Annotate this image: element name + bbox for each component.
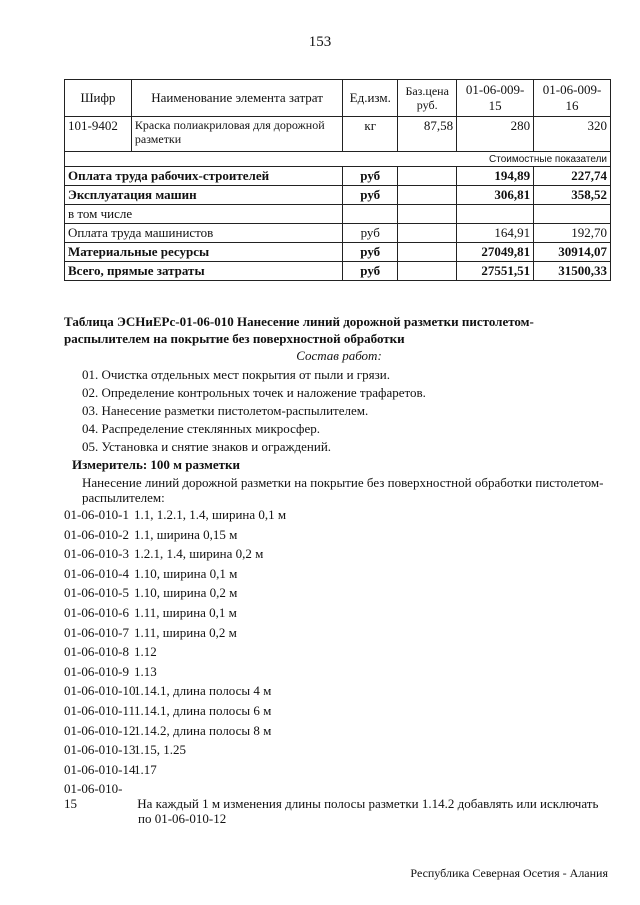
codes-list [64, 505, 614, 826]
row-unit: руб [343, 243, 398, 262]
table-header-row [65, 80, 611, 117]
item-code: 01-06-010-9 [64, 663, 129, 679]
item-code: 01-06-010-14 [64, 761, 136, 777]
work-item: 01. Очистка отдельных мест покрытия от пыли и грязи. [82, 367, 390, 382]
item-code: 01-06-010-7 [64, 624, 129, 640]
item-text: 1.1, 1.2.1, 1.4, ширина 0,1 м [134, 507, 287, 522]
list-item [64, 603, 614, 623]
header-name: Наименование элемента затрат [131, 80, 342, 117]
item-text: 1.14.2, длина полосы 8 м [134, 722, 272, 738]
item-code: 01-06-010-12 [64, 722, 136, 738]
item-code: 01-06-010-2 [64, 526, 129, 542]
list-item-last [64, 781, 614, 826]
header-col2: 01-06-009-16 [534, 80, 611, 117]
table-row [65, 167, 611, 186]
measurer: Измеритель: 100 м разметки [72, 457, 241, 472]
row-name: Всего, прямые затраты [65, 262, 343, 281]
row-value-2: 358,52 [534, 186, 611, 205]
item-code: 01-06-010-11 [64, 702, 136, 718]
item-code: 01-06-010-6 [64, 604, 129, 620]
item-text: 1.17 [134, 761, 157, 777]
material-name: Краска полиакриловая для дорожной разметки [131, 117, 342, 152]
material-row [65, 117, 611, 152]
row-value-2: 30914,07 [534, 243, 611, 262]
item-text: 1.15, 1.25 [134, 742, 186, 758]
row-unit: руб [343, 186, 398, 205]
work-item: 04. Распределение стеклянных микросфер. [82, 421, 320, 436]
item-text: 1.11, ширина 0,1 м [134, 604, 237, 620]
item-text: 1.1, ширина 0,15 м [134, 526, 238, 542]
item-code: 01-06-010-5 [64, 585, 129, 601]
cost-table [64, 79, 611, 281]
composition-title: Состав работ: [296, 348, 382, 363]
material-value-1: 280 [457, 117, 534, 152]
item-code: 01-06-010-10 [64, 683, 136, 699]
row-unit: руб [343, 167, 398, 186]
table-row [65, 262, 611, 281]
table-row [65, 243, 611, 262]
item-code: 01-06-010-13 [64, 742, 136, 758]
table-row [65, 224, 611, 243]
section-label: Стоимостные показатели [65, 152, 611, 167]
row-value-1: 27049,81 [457, 243, 534, 262]
list-item [64, 642, 614, 662]
work-item: 05. Установка и снятие знаков и ограждений. [82, 439, 332, 454]
item-text: 1.2.1, 1.4, ширина 0,2 м [134, 546, 264, 562]
item-code: 01-06-010-3 [64, 546, 129, 562]
list-item [64, 623, 614, 643]
header-col1: 01-06-009-15 [457, 80, 534, 117]
table-row [65, 205, 611, 224]
item-text: 1.12 [134, 644, 157, 660]
item-text: 1.14.1, длина полосы 4 м [134, 683, 272, 699]
item-text: 1.10, ширина 0,1 м [134, 565, 238, 581]
header-base-price: Баз.цена руб. [398, 80, 457, 117]
list-item [64, 505, 614, 525]
header-code: Шифр [65, 80, 132, 117]
list-item [64, 583, 614, 603]
list-item [64, 760, 614, 780]
item-text: 1.10, ширина 0,2 м [134, 585, 238, 601]
row-name: Оплата труда рабочих-строителей [65, 167, 343, 186]
material-base-price: 87,58 [398, 117, 457, 152]
material-unit: кг [343, 117, 398, 152]
list-item [64, 721, 614, 741]
item-code: 01-06-010-8 [64, 644, 129, 660]
header-unit: Ед.изм. [343, 80, 398, 117]
list-item [64, 564, 614, 584]
item-text: На каждый 1 м изменения длины полосы разметки 1.14.2 добавлять или исключать [137, 796, 599, 812]
work-item: 02. Определение контрольных точек и наложение трафаретов. [82, 385, 426, 400]
row-value-1: 194,89 [457, 167, 534, 186]
footer-region: Республика Северная Осетия - Алания [410, 866, 608, 880]
row-name: Оплата труда машинистов [65, 224, 343, 243]
item-text: 1.14.1, длина полосы 6 м [134, 702, 272, 718]
page-number: 153 [308, 34, 332, 50]
table-row [65, 186, 611, 205]
section-row [65, 152, 611, 167]
item-code: 01-06-010-4 [64, 565, 129, 581]
description: Нанесение линий дорожной разметки на покрытие без поверхностной обработки пистолетом-распылителем: [82, 475, 604, 505]
works-list [82, 366, 632, 456]
table-title: Таблица ЭСНиЕРс-01-06-010 Нанесение линий дорожной разметки пистолетом-распылителем на покрытие без поверхностной обработки [64, 314, 534, 346]
material-code: 101-9402 [65, 117, 132, 152]
row-value-1: 164,91 [457, 224, 534, 243]
row-unit: руб [343, 262, 398, 281]
row-name: Эксплуатация машин [65, 186, 343, 205]
row-unit: руб [343, 224, 398, 243]
list-item [64, 740, 614, 760]
row-value-2: 227,74 [534, 167, 611, 186]
item-code: 01-06-010-15 [64, 781, 123, 812]
row-name: Материальные ресурсы [65, 243, 343, 262]
item-code: 01-06-010-1 [64, 507, 129, 522]
row-value-2: 31500,33 [534, 262, 611, 281]
list-item [64, 544, 614, 564]
row-value-1: 27551,51 [457, 262, 534, 281]
list-item [64, 525, 614, 545]
work-item: 03. Нанесение разметки пистолетом-распылителем. [82, 403, 369, 418]
item-text-cont: по 01-06-010-12 [138, 811, 227, 827]
row-value-2: 192,70 [534, 224, 611, 243]
item-text: 1.11, ширина 0,2 м [134, 624, 237, 640]
list-item [64, 681, 614, 701]
row-name: в том числе [65, 205, 343, 224]
row-value-1: 306,81 [457, 186, 534, 205]
list-item [64, 701, 614, 721]
material-value-2: 320 [534, 117, 611, 152]
item-text: 1.13 [134, 663, 157, 679]
list-item [64, 662, 614, 682]
